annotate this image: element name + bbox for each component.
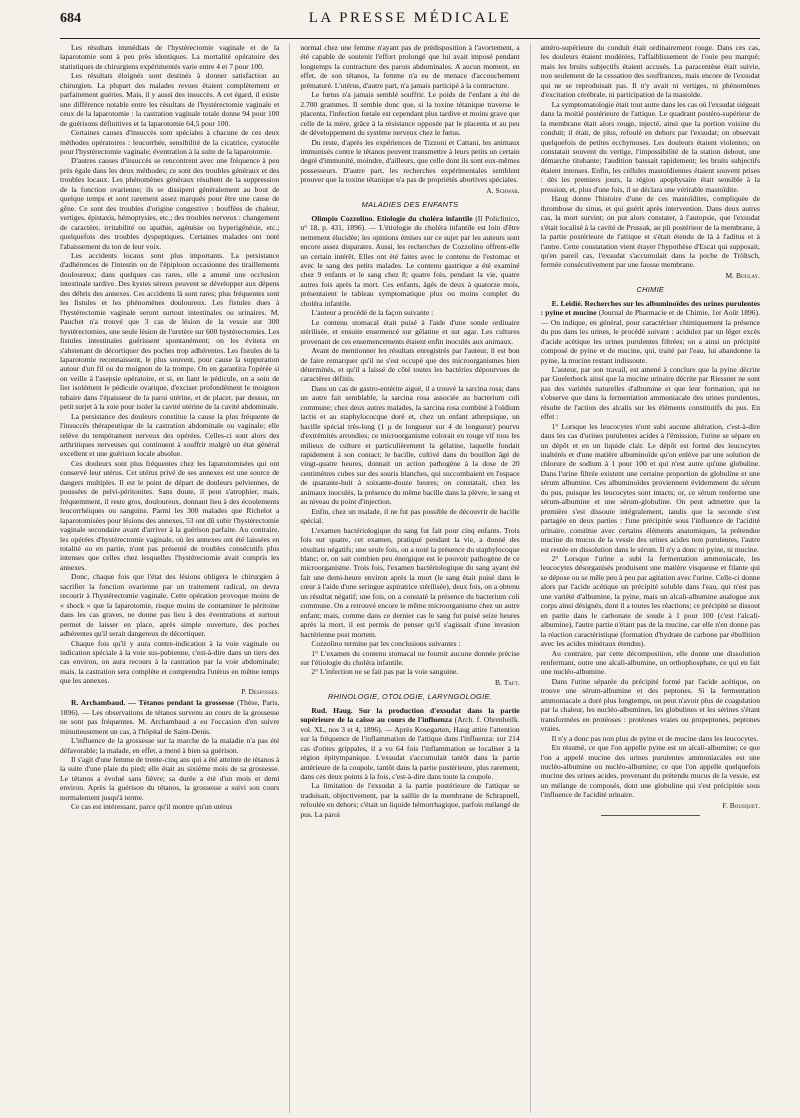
article-text: (Thèse, Paris, 1896). — Les observations de tétanos survenu au cours de la grossesse ne sont pas fréquentes. M. Archambaud a eu l'occasion d'en suivre minutieusement un cas, à l'hôpital de Saint-Denis. (60, 698, 280, 736)
paragraph: La limitation de l'exsudat à la partie postérieure de l'attique se traduisait, objectivement, par la saillie de la membrane de Schrapnell, refoulée en dehors; c'était un liquide hémorrhagique, parfois mélangé de pus. La paroi (300, 781, 520, 819)
column-1 (60, 43, 279, 1113)
article-entry (541, 299, 760, 365)
author-signature: P. Desfosses. (241, 686, 280, 696)
article-text: (Arch. f. Ohrenheilk. vol. XL, nos 3 et 4, 1896). — Après Kosegarten, Haug attire l'attention sur la fréquence de l'inflammation de l'attique dans l'influenza: sur 214 cas d'otites grippales, il a vu 64 fois l'inflammation se localiser à la région épitympanique. L'exsudat s'accumulait tantôt dans la partie antérieure de la coupole, tantôt dans la partie postérieure, plus rarement, dans ces deux points à la fois, c'est-à-dire dans toute la coupole. (300, 715, 520, 781)
column-2 (300, 43, 519, 1113)
column-divider (289, 43, 290, 1113)
paragraph: En résumé, ce que l'on appelle pyine est un alcali-albumine; ce que l'on a appelé mucine des urines purulentes ammoniacales est une nucléo-albumine ou nucléo-albumine; ce que l'on appelle quelquefois mucine des urines acides, provenant du prétendu mucus de la vessie, est un mélange de composés, dont une globuline qui s'est précipitée sous l'influence de l'acidité urinaire. (540, 743, 760, 800)
author-signature: M. Boulay. (725, 270, 760, 280)
paragraph: 1° L'examen du contenu stomacal ne fournit aucune donnée précise sur l'étiologie du choléra infantile. (300, 648, 520, 667)
end-rule (601, 815, 700, 816)
paragraph: Dans l'urine séparée du précipité formé par l'acide acétique, on trouve une sérum-albumine et des peptones. Si la fermentation ammoniacale a duré plus longtemps, on peut n'avoir plus de coagulation par la chaleur, les nucléo-albumines, les globulines et les sérines s'étant transformées en protéoses : protéoses vraies ou propeptones, peptones vraies. (540, 676, 760, 734)
paragraph: Du reste, d'après les expériences de Tizzoni et Cattani, les animaux immunisés contre le tétanos peuvent transmettre à leurs petits un certain degré d'immunité, moindre, d'ailleurs, que celle dont ils sont eux-mêmes possesseurs. D'autre part, les recherches expérimentales semblent prouver que la toxine tétanique n'a pas de propriétés abortives spéciales. (300, 137, 520, 185)
paragraph: Il n'y a donc pas non plus de pyine et de mucine dans les leucocytes. (551, 733, 759, 743)
paragraph: Chaque fois qu'il y aura contre-indication à la voie vaginale ou indication spéciale à la voie sus-pubienne, c'est-à-dire dans un tiers des cas environ, on aura recours à la castration par la voie abdominale; mais, la castration sera complète et comprendra l'utérus en même temps que les annexes. (60, 638, 280, 686)
page-header (60, 10, 760, 39)
section-heading: MALADIES DES ENFANTS (361, 200, 459, 210)
paragraph: D'autres causes d'insuccès se rencontrent avec une fréquence à peu près égale dans les deux méthodes; ce sont des troubles généraux et des troubles locaux. Les phénomènes généraux résultent de la suppression de la fonction ovarienne; ils se dissipent généralement au bout de quelque temps et sont rarement assez marqués pour être une cause de gêne. Ce sont des troubles d'origine congestive : bouffées de chaleur, vertiges, épistaxis, hémoptysies, etc.; des troubles nerveux : changement de caractère, irritabilité ou apathie, agénésie ou hyperigénésie, etc.; quelquefois des troubles dyspeptiques. Certaines malades ont noté l'abaissement du ton de leur voix. (60, 156, 280, 251)
paragraph: Haug donne l'histoire d'une de ces mastoïdites, compliquée de thrombose du sinus, et qui guérit après intervention. Dans deux autres cas, la mort survint; on put alors constater, à l'autopsie, que l'exsudat s'était localisé à la cavité de Prussak, au pli postérieur de la membrane, à la partie postérieure de l'attique et s'était étendu de là à l'aditus et à l'antre. Cette constatation vient étayer l'hypothèse d'Escat qui supposait, qu'en pareil cas, l'exsudat s'accumulait dans la poche de Tröltsch, fermée consécutivement par une fausse membrane. (540, 194, 760, 270)
article-heading: Olimpio Cozzolino. Etiologie du choléra infantile (311, 213, 473, 223)
paragraph: 1° Lorsque les leucocytes n'ont subi aucune altération, c'est-à-dire dans les cas d'urines purulentes acides à l'émission, l'urine se sépare en un dépôt et en un liquide clair. Le dépôt est formé des leucocytes inaltérés et d'une matière albuminoïde qu'on enlève par une solution de chlorure de sodium à 1 pour 100 et qui n'est autre qu'une globuline. Dans l'urine filtrée existent une certaine proportion de globuline et une sérum albumine. Ces albuminoïdes proviennent évidemment du sérum du pus, puisque les leucocytes sont intacts; or, ce sérum renferme une sérum-albumine et une sérum-globuline. On peut admettre que la première s'est dissoute intégralement, tandis que la seconde s'est partagée en deux parties : l'une précipitée sous l'influence de l'acidité urinaire, constitue avec certains éléments anatomiques, la prétendue mucine du mucus de la vessie des urines acides non purulentes, l'autre est restée en dissolution dans le sérum. Il n'y a donc ni pyine, ni mucine. (540, 421, 760, 554)
article-heading: E. Leidié. Recherches sur les albuminoïdes des urines purulentes : pyine et mucine (540, 298, 760, 318)
paragraph: Certaines causes d'insuccès sont spéciales à chacune de ces deux méthodes opératoires : leucorrhée, sensibilité de la cicatrice, cystocèle pour l'hystérectomie vaginale; éventration à la suite de la laparotomie. (60, 128, 280, 156)
paragraph: Le fœtus n'a jamais semblé souffrir. Le poids de l'enfant a été de 2.700 grammes. Il semble donc que, si la toxine tétanique traverse le placenta, l'infection fœtale est cependant plus tardive et moins grave que celle de la mère, grâce à la résistance opposée par le placenta et au peu de développement du système nerveux chez le fœtus. (300, 90, 520, 138)
paragraph: Les accidents locaux sont plus importants. La persistance d'adhérences de l'intestin ou de l'épiploon occasionne des tiraillements douloureux; dans quelques cas rares, elle a amené une occlusion intestinale tardive. Des kystes séreux peuvent se développer aux dépens des débris des annexes. Ces accidents là sont rares; plus fréquentes sont les fistules et les phénomènes douloureux. Les fistules dues à l'hystérectomie vaginale seront surtout intestinales ou urinaires. M. Pauchet n'a trouvé que 3 cas de lésion de la vessie sur 300 hystérectomies, une seule lésion de l'uretère sur 600 hystérectomies. Les fistules intestinales guérissent spontanément; on les évitera en s'abstenant de décortiquer des poches trop adhérentes. Les fistules de la laparotomie reconnaissent, le plus souvent, pour cause la suppuration autour d'un fil ou du moignon de la trompe. On en garantira l'opérée si on veille à l'asepsie opératoire, et si, en liant le pédicule, on a soin de lier isolément le pédicule ovarique, d'exciser profondément le moignon tubaire dans l'épaisseur de la paroi utérine, et de placer, par dessus, un petit surjet à la soie pour isoler la cavité utérine de la cavité abdominale. (60, 250, 280, 412)
column-divider (530, 43, 531, 1113)
article-heading: Rud. Haug. Sur la production d'exsudat dans la partie supérieure de la caisse au cours de l'influenza (300, 705, 520, 725)
paragraph: Ces douleurs sont plus fréquentes chez les laparotomisées qui ont conservé leur utérus. Cet utérus privé de ses annexes est une source de dangers multiples. Il est le point de départ de douleurs pelviennes, de poussées de pelvi-péritonites. Sans doute, il peut s'atrophier, mais, fréquemment, il reste gros, douloureux, donnant lieu à des écoulements leucorrhéiques ou sanguins. Parmi les 300 malades que Richelot a laparotomisées pour lésions des annexes, 53 ont dû subir l'hystérectomie vaginale secondaire avant d'arriver à la guérison parfaite. Au contraire, les opérées d'hystérectomie vaginale, où les annexes ont été laissées en totalité ou en partie, n'ont pas présenté de troubles consécutifs plus intenses que celles chez lesquelles l'hystérectomie avait compris les annexes. (60, 458, 280, 572)
article-text: (Journal de Pharmacie et de Chimie, 1er Août 1896). — On indique, en général, pour caractériser chimiquement la présence du pus dans les urines, le procédé suivant : acidulez par un léger excès d'acide acétique les urines purulentes filtrées; on a ainsi un précipité composé de pyine et de mucine, qui, traité par l'eau, lui abandonne la pyine, la mucine restant indissoute. (540, 308, 760, 365)
paragraph: normal chez une femme n'ayant pas de prédisposition à l'avortement, a été capable de soutenir l'effort prolongé que lui avait imposé pendant longtemps la contracture des parois abdominales. A aucun moment, en effet, de son tétanos, la femme n'a eu de menace d'accouchement prématuré. L'utérus, d'autre part, n'a jamais participé à la contracture. (300, 43, 520, 90)
paragraph: Au contraire, par cette décomposition, elle donne une dissolution renfermant, outre une alcali-albumine, un orthophosphate, ce qui en fait une nucléo-albumine. (540, 648, 760, 677)
paragraph: Donc, chaque fois que l'état des lésions obligera le chirurgien à sacrifier la fonction ovarienne par un traitement radical, on devra recourir à l'hystérectomie vaginale. Cette opération provoque moins de « shock » que la laparotomie, risque moins de contaminer le péritoine dans les cas graves, ne donne pas lieu à des éventrations et surtout permet de laisser en place, après simple ouverture, des poches adhérentes qu'il serait dangereux de décortiquer. (60, 572, 280, 639)
paragraph: Ce cas est intéressant, parce qu'il montre qu'un utérus (71, 802, 233, 812)
column-3 (541, 43, 760, 1113)
paragraph: Le contenu stomacal était puisé à l'aide d'une sonde ordinaire stérilisée, et ensuite ensemencé sur gélatine et sur agar. Les cultures provenant de ces ensemencements étaient enfin inoculés aux animaux. (300, 317, 520, 346)
paragraph: Les résultats éloignés sont destinés à donner satisfaction au chirurgien. La plupart des malades revues étaient complètement et parfaitement guéries. Mais, il y aussi des insuccès. A cet égard, il existe une différence notable entre les résultats de l'hystérectomie vaginale et ceux de la laparotomie : la castration vaginale totale donne 94 pour 100 de guérisons définitives et la laparotomie 64,5 pour 100. (60, 71, 280, 128)
paragraph: L'auteur, par son travail, est amené à conclure que la pyine décrite par Guelerbock ainsi que la mucine urinaire décrite par Riessner ne sont pas des variétés naturelles d'albumine et que leur formation, qui ne s'observe que dans la fermentation ammoniacale des urines purulentes, résulte de l'action des alcalis sur les éléments constitutifs du pus. En effet : (540, 364, 760, 422)
paragraph: Dans un cas de gastro-entérite aiguë, il a trouvé la sarcina rosa; dans un autre fait semblable, la sarcina rosa associée au bacterium coli commune; chez deux autres malades, la sarcina rosa combiné à l'oïdium lactis et au staphylococque doré et, chez un enfant athrepsique, un bacille spécial très-long (1 μ de longueur sur 4 de longueur) pourvu d'extrémités arrondies; ce microorganisme colorait en rouge vif tous les milieux de culture et particulièrement la gélatine, laquelle fondait rapidement à son contact; le bacille, cultivé dans du bouillon âgé de vingt-quatre heures, donnait un action pathogène à la dose de 20 centimètres cubes sur des souris blanches, qui succombaient en l'espace de quarante-huit à soixante-douze heures; on constatait, chez les animaux inoculés, la présence du même bacille dans la plèvre, le sang et au niveau du point d'injection. (300, 383, 520, 507)
paragraph: L'auteur a procédé de la façon suivante : (311, 308, 434, 318)
article-heading: R. Archambaud. — Tétanos pendant la grossesse (71, 698, 235, 708)
paragraph: Enfin, chez un malade, il ne fut pas possible de découvrir de bacille spécial. (300, 506, 520, 526)
paragraph: 2° Lorsque l'urine a subi la fermentation ammoniacale, les leucocytes désorganisés produisent une matière visqueuse et filante qui se dépose ou se mêle peu à peu par agitation avec l'urine. Celle-ci donne alors par l'acide acétique un précipité soluble dans l'eau, qui n'est pas une variété d'albumine, la pyine, mais un alcali-albumine analogue aux corps ainsi désignés, dont il a toutes les réactions; ce précipité se dissout en partie dans le carbonate de soude à 1 pour 100 (c'est l'alcali-albumine), l'autre partie n'étant pas de la mucine, car elle n'en donne pas la réaction caractéristique (formation d'hydrate de carbone par ébullition avec les acides minéraux étendus). (540, 554, 760, 649)
paragraph: Avant de mentionner les résultats enregistrés par l'auteur, il est bon de faire remarquer qu'il ne s'est occupé que des microorganismes bien déterminés, et qu'il a laissé de côté toutes les bactéries dépourvues de caractères définis. (300, 346, 520, 384)
article-entry (300, 706, 519, 782)
paragraph: Cozzolino termine par les conclusions suivantes : (311, 639, 461, 649)
section-heading: CHIMIE (636, 285, 665, 295)
paragraph: L'examen bactériologique du sang fut fait pour cinq enfants. Trois fois sur quatre, cet examen, pratiqué pendant la vie, a donné des résultats négatifs; une seule fois, on a noté la présence du staphylocoque blanc; or, on sait combien peu énergique est le pouvoir pathogène de ce microorganisme. Trois fois, l'examen bactériologique du sang ayant été fait une demi-heure environ après la mort (le sang était puisé dans le cœur à l'aide d'une seringue aspiratrice stérilisée), deux fois, on a obtenu un résultat négatif; une fois, on a constaté la présence du bacterium coli commune. On a retrouvé encore le même microorganisme chez un autre enfant; mais, comme dans ce dernier cas le sang fut puisé seize heures après la mort, il est permis de penser qu'il s'agissait d'une invasion bactérienne post mortem. (300, 525, 520, 639)
journal-title: LA PRESSE MÉDICALE (308, 10, 512, 26)
section-heading: RHINOLOGIE, OTOLOGIE, LARYNGOLOGIE. (327, 692, 493, 702)
page-number: 684 (60, 11, 81, 26)
paragraph: antéro-supérieure du conduit était ordinairement rouge. Dans ces cas, les douleurs étaient modérées, l'affaiblissement de l'ouïe peu marqué; mais les bruits subjectifs étaient accusés. La paracentèse était suivie, non seulement de la cessation des souffrances, mais encore de l'exsudat qui ne se reproduisait pas. Il n'y avait ni vertiges, ni phénomènes d'excitation cérébrale, ni participation de la mastoïde. (540, 43, 760, 100)
paragraph: 2° L'infection ne se fait pas par la voie sanguine. (311, 667, 459, 677)
article-entry (60, 698, 279, 736)
paragraph: Les résultats immédiats de l'hystérectomie vaginale et de la laparotomie sont à peu près identiques. La mortalité opératoire des statistiques de chirurgiens expérimentés varie entre 4 et 7 pour 100. (60, 43, 280, 71)
article-entry (300, 214, 519, 309)
paragraph: L'influence de la grossesse sur la marche de la maladie n'a pas été défavorable; la malade, en effet, a mené à bien sa guérison. (60, 736, 280, 755)
text-columns (60, 43, 760, 1113)
paragraph: La symptomatologie était tout autre dans les cas où l'exsudat siégeait dans la moitié postérieure de l'attique. Le quadrant postéro-supérieur de la membrane était alors rouge, injecté, ainsi que la portion voisine du conduit; il était, de plus, refoulé en dehors par l'exsudat; on observait quelquefois de petites ecchymoses. Les douleurs étaient violentes; on constatait souvent du vertige, l'impossibilité de la station debout, une démarche titubante; l'audition baissait rapidement; les bruits subjectifs étaient intenses. Enfin, les cellules mastoïdiennes étaient souvent prises : dès les premiers jours, la région apophysaire était sensible à la pression, et, plus d'une fois, il se déclara une véritable mastoïdite. (540, 99, 760, 194)
article-text: (Il Policlinico, n° 18, p. 431, 1896). — L'étiologie du choléra infantile est loin d'être nettement élucidée; les opinions émises sur ce sujet par les auteurs sont encore assez disparates. Aussi, les recherches de Cozzolino offrent-elle un certain intérêt. Elles ont été faites avec le contenu de l'estomac et avec le sang des petits malades. Le contenu gastrique a été examiné chez 9 enfants et le sang chez 8; quatre fois, pendant la vie, quatre autres fois après la mort. Ces enfants, âgés de deux à quatorze mois, présentaient le tableau symptomatique plus ou moins complet du choléra infantile. (300, 213, 520, 308)
paragraph: La persistance des douleurs constitue la cause la plus fréquente de l'insuccès thérapeutique de la castration abdominale ou vaginale; elle relève du tempérament nerveux des opérées. Celles-ci sont alors des arthritiques nerveuses qui continuent à souffrir malgré un état général excellent et une guérison locale absolue. (60, 411, 280, 459)
author-signature: A. Schwab. (486, 185, 520, 195)
author-signature: F. Bousquet. (722, 800, 760, 810)
paragraph: Il s'agit d'une femme de trente-cinq ans qui a été atteinte de tétanos à la suite d'une plaie du pied; elle était au sixième mois de sa grossesse. Le tétanos a évolué sans fièvre; sa durée a été d'un mois et demi environ. Après la guérison du tétanos, la grossesse a suivi son cours normalement jusqu'à terme. (60, 754, 280, 802)
author-signature: B. Taft. (495, 677, 520, 687)
